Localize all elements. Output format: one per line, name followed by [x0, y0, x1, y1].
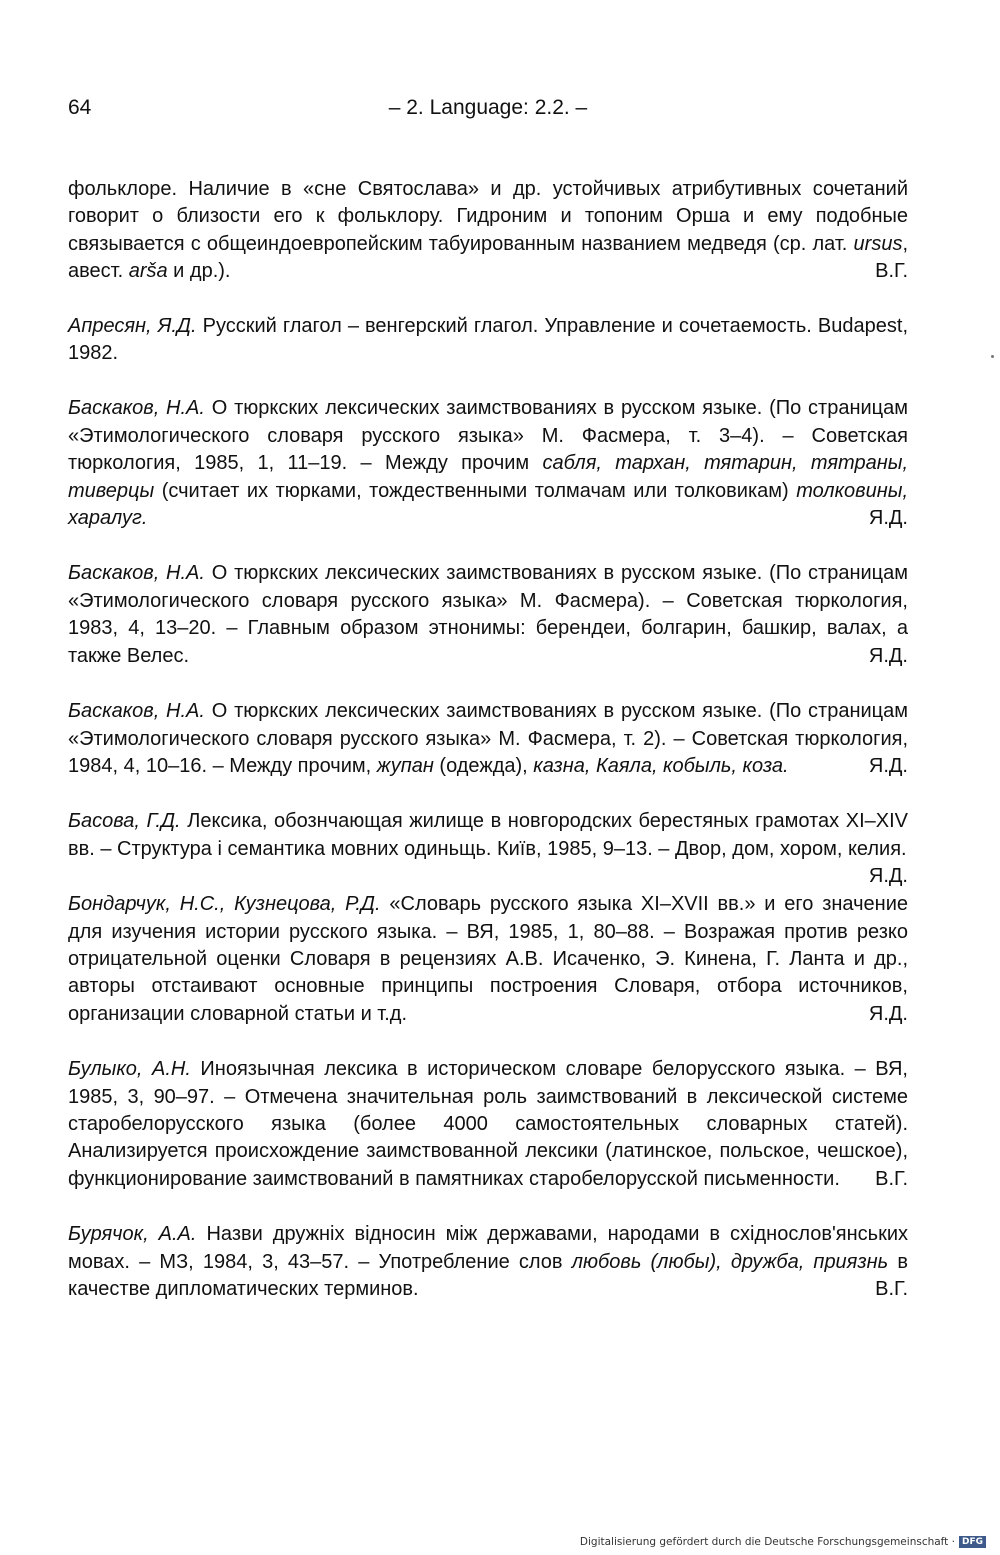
entry-author: Бондарчук, Н.С., Кузнецова, Р.Д.	[68, 893, 381, 916]
reviewer-signature: Я.Д.	[868, 865, 908, 888]
bibliography-body	[68, 176, 908, 1331]
section-title: – 2. Language: 2.2. –	[388, 96, 588, 119]
reviewer-signature: В.Г.	[875, 1167, 908, 1190]
page-number: 64	[68, 96, 92, 119]
entry-text: (одежда),	[433, 754, 534, 777]
entry-text: Лексика, обознчающая жилище в новгородских берестяных грамотах XI–XIV вв. – Структура і семантика мовних одиньщь. Київ, 1985, 9–13. – Двор, дом, хором, келия.	[68, 810, 909, 860]
bibliography-entry	[68, 560, 908, 670]
credit-text: Digitalisierung gefördert durch die Deutsche Forschungsgemeinschaft ·	[579, 1536, 955, 1548]
bibliography-entry	[68, 891, 908, 1028]
bibliography-entry	[68, 1221, 908, 1303]
scan-speck	[991, 355, 994, 358]
continuation-paragraph	[68, 176, 908, 286]
reviewer-signature: Я.Д.	[868, 1002, 908, 1025]
continuation-text: и др.).	[167, 260, 231, 283]
bibliography-entry	[68, 808, 909, 888]
entry-italic-terms: любовь (любы), дружба, приязнь	[571, 1250, 889, 1273]
entry-author: Баскаков, Н.А.	[68, 562, 205, 585]
entry-text: О тюркских лексических заимствованиях в русском языке. (По страницам «Этимологического словаря русского языка» М. Фасмера, т. 3–4). – Советская тюркология, 1985, 1, 11–19. – Между прочим	[68, 397, 908, 475]
reviewer-signature: В.Г.	[875, 1278, 908, 1300]
entry-text: Назви дружнiх вiдносин мiж державами, народами в схiднослов'янських мовах. – МЗ, 1984, 3, 43–57. – Употребление слов	[68, 1223, 908, 1273]
bibliography-entry	[68, 698, 908, 780]
bibliography-entry	[68, 1056, 908, 1193]
entry-text: «Словарь русского языка XI–XVII вв.» и его значение для изучения истории русского языка. – ВЯ, 1985, 1, 80–88. – Возражая против резко отрицательной оценки Словаря в рецензиях А.В. Исаченко, Э. Кинена, Г. Ланта и др., авторы отстаивают основные принципы построения Словаря, отбора источников, организации словарной статьи и т.д.	[68, 893, 908, 1025]
reviewer-signature: Я.Д.	[868, 644, 908, 667]
latin-term: ursus	[853, 232, 903, 255]
entry-author: Басова, Г.Д.	[68, 810, 181, 833]
dfg-logo: DFG	[959, 1536, 986, 1548]
entry-text: Русский глагол – венгерский глагол. Управление и сочетаемость. Budapest, 1982.	[68, 314, 909, 365]
entry-text: О тюркских лексических заимствованиях в русском языке. (По страницам «Этимологического словаря русского языка» М. Фасмера, т. 2). – Советская тюркология, 1984, 4, 10–16. – Между прочим,	[68, 700, 908, 777]
bibliography-entry	[68, 395, 908, 532]
entry-text: Иноязычная лексика в историческом словаре белорусского языка. – ВЯ, 1985, 3, 90–97. – Отмечена значительная роль заимствований в лексической системе старобелорусского языка (более 4000 самостоятельных словарных статей). Анализируется происхождение заимствованной лексики (латинское, польское, чешское), функционирование заимствований в памятниках старобелорусской письменности.	[68, 1058, 908, 1190]
entry-author: Булыко, А.Н.	[68, 1058, 191, 1081]
continuation-text: , авест.	[68, 232, 908, 283]
digitization-credit	[580, 1533, 986, 1551]
running-head	[68, 96, 908, 128]
entry-author: Баскаков, Н.А.	[68, 397, 205, 420]
reviewer-signature: Я.Д.	[868, 754, 908, 777]
avestan-term: arša	[128, 260, 168, 283]
entry-italic-terms: сабля, тархан, тятарин, тятраны, тиверцы	[68, 452, 908, 502]
entry-author: Бурячок, А.А.	[68, 1223, 197, 1246]
bibliography-entry	[68, 313, 908, 368]
entry-text: в качестве дипломатических терминов.	[68, 1250, 908, 1300]
reviewer-signature: В.Г.	[875, 260, 908, 283]
continuation-text: фольклоре. Наличие в «сне Святослава» и др. устойчивых атрибутивных сочетаний говорит о близости его к фольклору. Гидроним и топоним Орша и ему подобные связывается с общеиндоевропейским табуированным названием медведя (ср. лат.	[68, 178, 908, 255]
entry-author: Баскаков, Н.А.	[68, 700, 205, 723]
entry-text: О тюркских лексических заимствованиях в русском языке. (По страницам «Этимологического словаря русского языка» М. Фасмера). – Советская тюркология, 1983, 4, 13–20. – Главным образом этнонимы: берендеи, болгарин, башкир, валах, а также Велес.	[68, 562, 908, 667]
entry-author: Апресян, Я.Д.	[68, 314, 197, 337]
entry-italic-terms: казна, Каяла, кобыль, коза.	[533, 754, 789, 777]
reviewer-signature: Я.Д.	[868, 507, 908, 530]
entry-text: (считает их тюрками, тождественными толмачам или толковикам)	[154, 479, 797, 502]
entry-italic-terms: толковины, харалуг.	[68, 479, 908, 530]
entry-italic-terms: жупан	[376, 754, 434, 777]
